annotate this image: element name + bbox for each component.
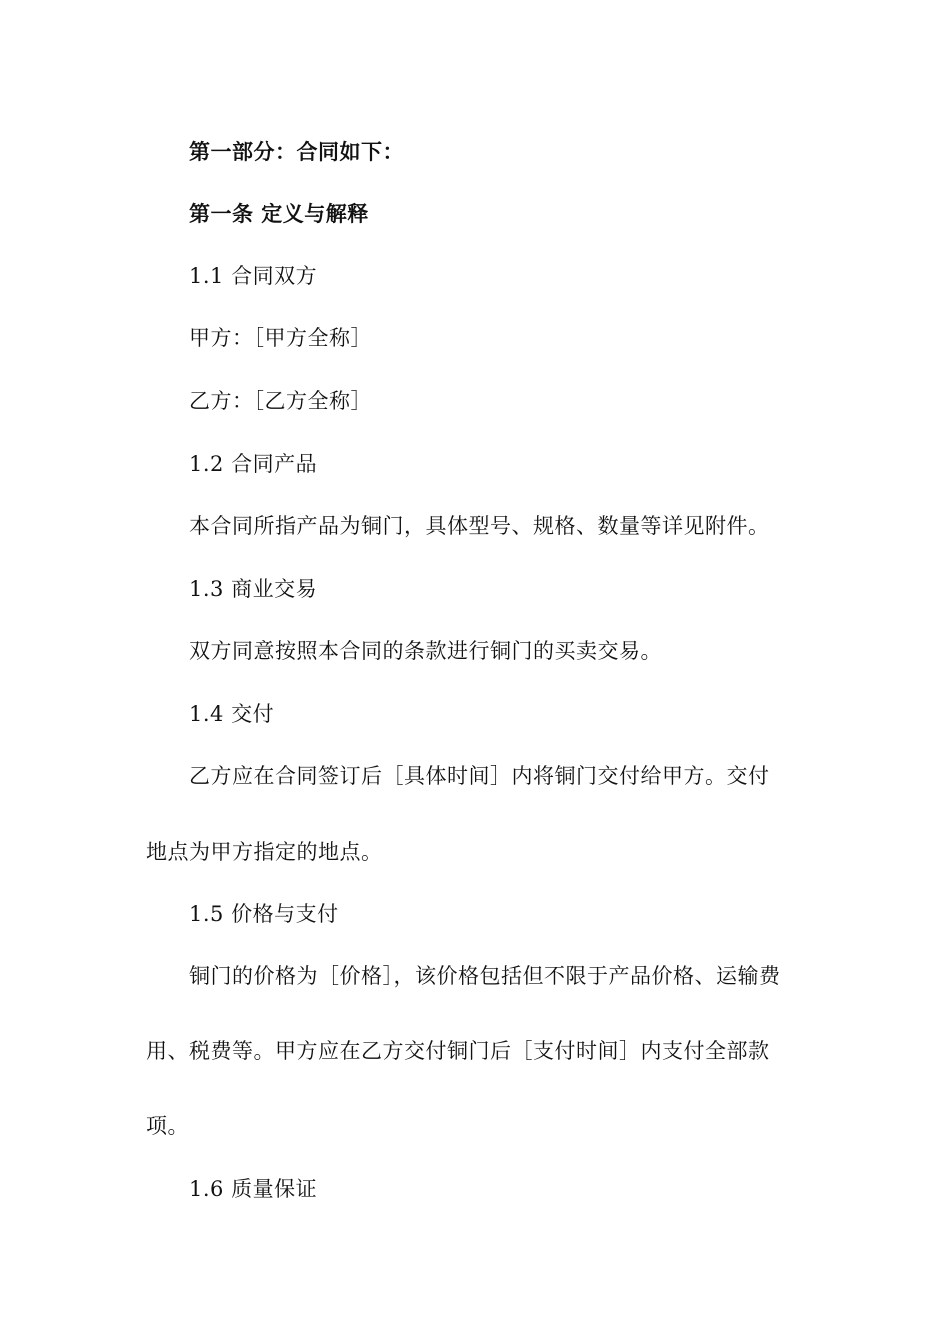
party-b-line: 乙方：［乙方全称］ (189, 389, 372, 413)
section-1-5-body-line-3: 项。 (146, 1114, 189, 1138)
section-1-3-body: 双方同意按照本合同的条款进行铜门的买卖交易。 (189, 639, 662, 663)
part-heading: 第一部分：合同如下： (189, 140, 404, 164)
section-1-5-body-line-2: 用、税费等。甲方应在乙方交付铜门后［支付时间］内支付全部款 (146, 1039, 770, 1063)
section-1-2-heading: 1.2 合同产品 (189, 452, 318, 476)
section-1-2-body: 本合同所指产品为铜门，具体型号、规格、数量等详见附件。 (189, 514, 770, 538)
section-1-4-body-line-2: 地点为甲方指定的地点。 (146, 840, 383, 864)
article-heading: 第一条 定义与解释 (189, 202, 369, 226)
section-1-6-heading: 1.6 质量保证 (189, 1177, 318, 1201)
party-a-line: 甲方：［甲方全称］ (189, 326, 372, 350)
section-1-3-heading: 1.3 商业交易 (189, 577, 318, 601)
section-1-5-body-line-1: 铜门的价格为［价格］，该价格包括但不限于产品价格、运输费 (189, 964, 781, 988)
section-1-5-heading: 1.5 价格与支付 (189, 902, 339, 926)
section-1-4-heading: 1.4 交付 (189, 702, 275, 726)
section-1-4-body-line-1: 乙方应在合同签订后［具体时间］内将铜门交付给甲方。交付 (189, 764, 770, 788)
section-1-1-heading: 1.1 合同双方 (189, 264, 318, 288)
